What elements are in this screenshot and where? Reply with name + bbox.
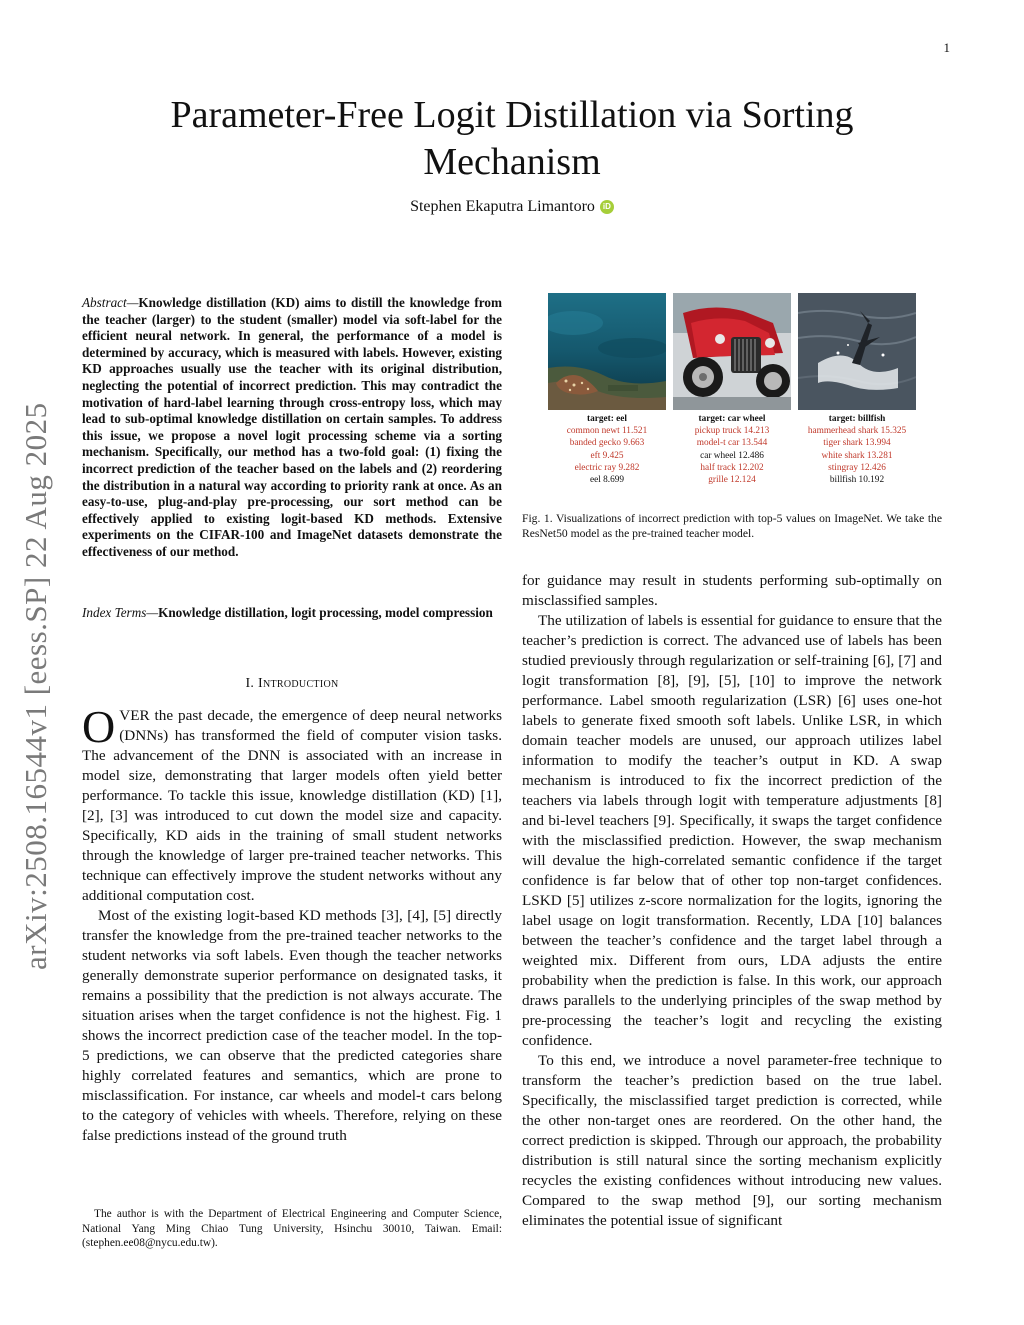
panel-target-label: target: car wheel — [698, 414, 766, 424]
panel-prediction: pickup truck 14.213 — [694, 426, 770, 437]
author-line — [200, 198, 824, 216]
panel-prediction: common newt 11.521 — [566, 426, 648, 437]
panel-prediction: stingray 12.426 — [828, 462, 886, 473]
section-heading-introduction: I. Introduction — [245, 676, 339, 691]
abstract-label: Abstract— — [82, 295, 139, 310]
index-terms-text: Knowledge distillation, logit processing, model compression — [158, 605, 493, 620]
intro-paragraph-1 — [82, 701, 502, 906]
panel-prediction: half track 12.202 — [700, 462, 764, 473]
index-terms-label: Index Terms— — [82, 605, 159, 620]
intro-paragraph-1-text: VER the past decade, the emergence of deep neural networks (DNNs) has transformed the field of computer vision tasks. The advancement of the DNN is associated with an increase in model size, demonstrating that larger models often yield better performance. To tackle this issue, knowledge distillation (KD) [1], [2], [3] was introduced to cut down the model size and capacity. Specifically, KD aids in the training of small student networks through the knowledge of larger pre-trained teacher networks. This technique can effectively improve the student networks without any additional computation cost. — [82, 707, 502, 904]
figure-panel-eel-labels — [548, 413, 666, 486]
billfish-jumping-photo — [798, 293, 916, 410]
panel-prediction: car wheel 12.486 — [700, 450, 764, 461]
page-number: 1 — [943, 40, 950, 55]
paper-title: Parameter-Free Logit Distillation via Sorting Mechanism — [170, 94, 854, 183]
figure-caption: Fig. 1. Visualizations of incorrect prediction with top-5 values on ImageNet. We take the ResNet50 model as the pre-trained teacher model. — [522, 512, 942, 540]
intro-right-column — [522, 571, 942, 1231]
panel-prediction: hammerhead shark 15.325 — [807, 426, 907, 437]
panel-prediction: white shark 13.281 — [821, 450, 893, 461]
panel-target-label: target: billfish — [828, 414, 886, 424]
figure-1 — [548, 293, 918, 493]
panel-prediction: model-t car 13.544 — [696, 438, 768, 449]
abstract-text: Knowledge distillation (KD) aims to distill the knowledge from the teacher (larger) to the student (smaller) model via soft-label for the efficient neural network. In general, the performance of a model is determined by accuracy, which is measured with labels. However, existing KD approaches usually use the teacher with its original distribution, neglecting the potential of incorrect prediction. This may contradict the motivation of hard-label learning through cross-entropy loss, which may lead to sub-optimal knowledge distillation on certain samples. To address this issue, we propose a novel logit processing scheme via a sorting mechanism. Specifically, our method has a two-fold goal: (1) fixing the incorrect prediction of the teacher based on the labels and (2) reordering the distribution in a natural way according to priority rank at once. As an easy-to-use, plug-and-play pre-processing, our sort method can be effectively applied to existing logit-based KD methods. Extensive experiments on the CIFAR-100 and ImageNet datasets demonstrate the effectiveness of our method. — [82, 295, 502, 559]
figure-panel-eel — [548, 293, 666, 486]
index-terms — [82, 605, 502, 622]
panel-target-label: target: eel — [587, 414, 627, 424]
figure-panel-billfish — [798, 293, 916, 486]
intro-left-column — [82, 701, 502, 1146]
right-paragraph-2: The utilization of labels is essential for guidance to ensure that the teacher’s prediction is correct. The advanced use of labels has been studied previously through regularization or self-training [6], [7] and logit transformation [8], [9], [5], [10] to improve the network performance. Label smooth regularization (LSR) [6] uses one-hot labels to generate fixed smooth soft labels. Unlike LSR, in which domain teacher models are unused, our approach utilizes label information to modify the teacher’s output in KD. A swap mechanism is introduced to fix the incorrect prediction of the teachers via labels through logit with temperature adjustments [8] and bi-level teachers [9]. Specifically, it swaps the target confidence with the misclassified prediction. However, the swap mechanism will devalue the high-correlated semantic confidence if the target confidence is far below that of other top non-target confidences. LSKD [5] utilizes z-score normalization for the logits, ignoring the label usage on logit transformation. Recently, LDA [10] balances between the teacher’s confidence and the target label through a weighted mix. Different from ours, LDA adjusts the entire probability when the prediction is false. In this work, our approach draws parallels to the underlying principles of the swap method by pre-processing the teacher’s logit and recycling the existing confidence. — [522, 612, 942, 1049]
author-footnote — [82, 1207, 502, 1251]
abstract — [82, 295, 502, 561]
author-name: Stephen Ekaputra Limantoro — [410, 198, 595, 215]
figure-panel-car-wheel-labels — [673, 413, 791, 486]
orcid-icon[interactable]: iD — [600, 200, 614, 214]
right-paragraph-1: for guidance may result in students performing sub-optimally on misclassified samples. — [522, 572, 942, 609]
drop-cap: O — [82, 701, 116, 752]
footnote-text: The author is with the Department of Electrical Engineering and Computer Science, National Yang Ming Chiao Tung University, Hsinchu 30010, Taiwan. Email: (stephen.ee08@nycu.edu.tw). — [82, 1208, 502, 1250]
figure-panel-billfish-labels — [798, 413, 916, 486]
red-hot-rod-car-photo — [673, 293, 791, 410]
panel-prediction: billfish 10.192 — [829, 475, 885, 486]
intro-paragraph-2: Most of the existing logit-based KD methods [3], [4], [5] directly transfer the knowledge from the pre-trained teacher networks to the student networks via soft labels. Even though the teacher networks generally demonstrate superior performance on designated tasks, it remains a possibility that the prediction is not always accurate. The situation arises when the target confidence is not the highest. Fig. 1 shows the incorrect prediction case of the teacher model. In the top-5 predictions, we can observe that the predicted categories share highly correlated features and semantics, which are prone to misclassification. For instance, car wheels and model-t cars belong to the category of vehicles with wheels. Therefore, relying on these false predictions instead of the ground truth — [82, 907, 502, 1144]
arxiv-stamp: arXiv:2508.16544v1 [eess.SP] 22 Aug 2025 — [18, 402, 53, 970]
right-paragraph-3: To this end, we introduce a novel parameter-free technique to transform the teacher’s prediction based on the true label. Specifically, the misclassified target prediction is corrected, while the other non-target ones are reordered. On the other hand, the correct prediction is skipped. Through our approach, the probability distribution is still natural since the sorting mechanism explicitly recycles the existing confidences without introducing new values. Compared to the swap method [9], our sorting mechanism eliminates the potential issue of significant — [522, 1052, 942, 1229]
panel-prediction: grille 12.124 — [708, 475, 756, 486]
panel-prediction: electric ray 9.282 — [574, 462, 640, 473]
eel-underwater-photo — [548, 293, 666, 410]
panel-prediction: banded gecko 9.663 — [569, 438, 645, 449]
panel-prediction: eel 8.699 — [589, 475, 625, 486]
figure-panel-car-wheel — [673, 293, 791, 486]
panel-prediction: eft 9.425 — [590, 450, 624, 461]
panel-prediction: tiger shark 13.994 — [823, 438, 891, 449]
